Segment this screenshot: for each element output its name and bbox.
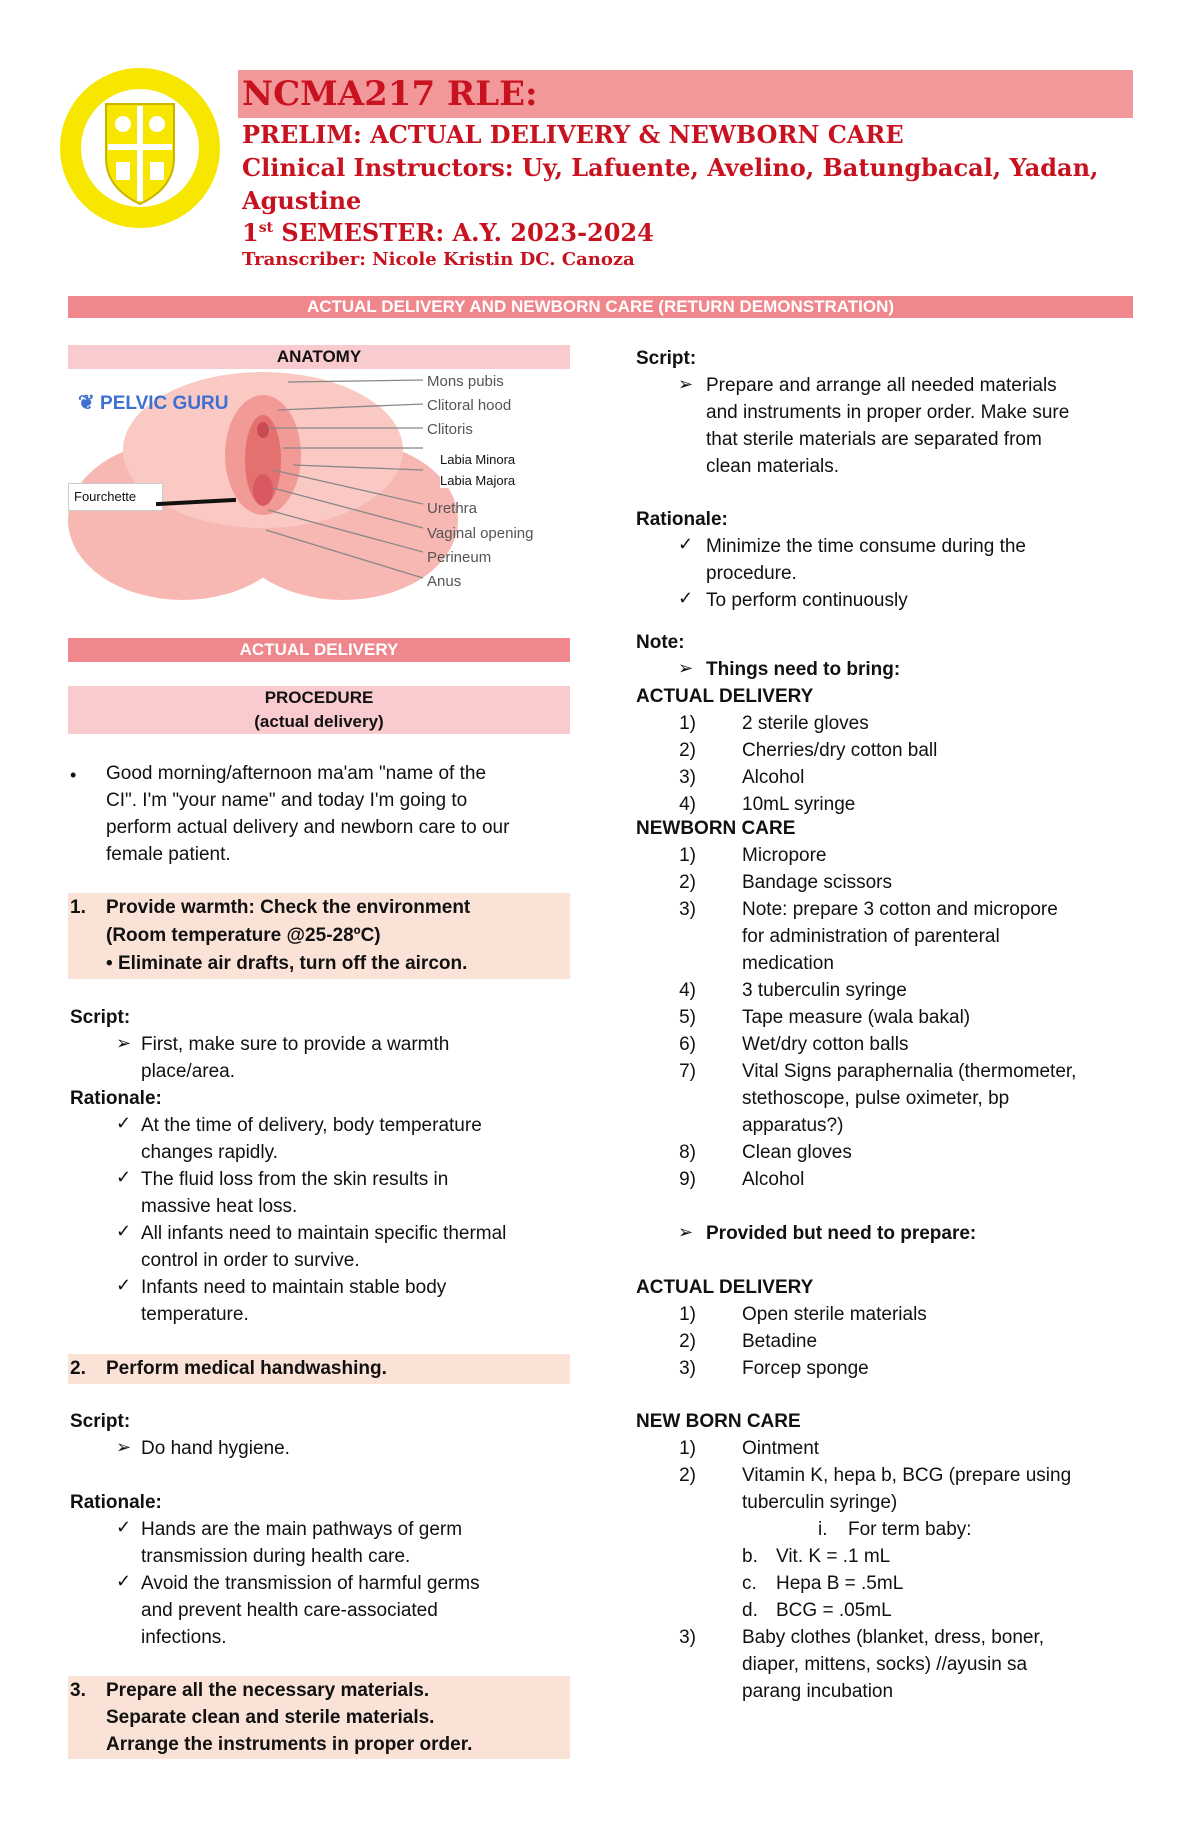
greeting-line: perform actual delivery and newborn care to our xyxy=(106,817,510,838)
list-number: 4) xyxy=(679,980,696,1001)
pelvis-icon: ❦ xyxy=(78,392,95,414)
list-number: 2) xyxy=(679,1331,696,1352)
list-number: 2) xyxy=(679,872,696,893)
rationale-text: At the time of delivery, body temperature xyxy=(141,1115,482,1136)
list-number: 3) xyxy=(679,899,696,920)
step3-title: Arrange the instruments in proper order. xyxy=(106,1734,473,1755)
list-number: 6) xyxy=(679,1034,696,1055)
list-item: Forcep sponge xyxy=(742,1358,869,1379)
step3-title: Separate clean and sterile materials. xyxy=(106,1707,435,1728)
dose-letter: c. xyxy=(742,1573,757,1594)
script-text: Prepare and arrange all needed materials xyxy=(706,375,1057,396)
step3-title: Prepare all the necessary materials. xyxy=(106,1680,430,1701)
actual-delivery-subheading: ACTUAL DELIVERY xyxy=(636,1277,814,1298)
list-number: 2) xyxy=(679,740,696,761)
rationale-text: All infants need to maintain specific thermal xyxy=(141,1223,507,1244)
dose-item: Hepa B = .5mL xyxy=(776,1573,904,1594)
list-number: 5) xyxy=(679,1007,696,1028)
rationale-text: control in order to survive. xyxy=(141,1250,360,1271)
dose-item: BCG = .05mL xyxy=(776,1600,892,1621)
list-item: Ointment xyxy=(742,1438,820,1459)
step1-title-cont: (Room temperature @25-28ºC) xyxy=(106,925,381,946)
step-number: 1. xyxy=(70,897,86,918)
procedure-heading: PROCEDURE xyxy=(264,688,374,707)
script-text: First, make sure to provide a warmth xyxy=(141,1034,450,1055)
label-anus: Anus xyxy=(427,573,462,590)
actual-delivery-heading: ACTUAL DELIVERY xyxy=(68,638,570,662)
script-text: and instruments in proper order. Make sure xyxy=(706,402,1070,423)
list-number: 3) xyxy=(679,1627,696,1648)
arrow-bullet-icon: ➢ xyxy=(116,1437,132,1457)
check-icon: ✓ xyxy=(116,1275,132,1295)
rationale-label: Rationale: xyxy=(70,1088,162,1109)
things-to-bring-label: Things need to bring: xyxy=(706,659,901,680)
list-item: Alcohol xyxy=(742,1169,805,1190)
anatomy-heading: ANATOMY xyxy=(68,345,570,369)
rationale-label: Rationale: xyxy=(636,509,728,530)
label-fourchette: Fourchette xyxy=(68,483,163,511)
greeting-line: CI". I'm "your name" and today I'm going to xyxy=(106,790,468,811)
bullet-icon: • xyxy=(106,953,118,974)
rationale-text: Minimize the time consume during the xyxy=(706,536,1026,557)
header-subtitle: PRELIM: ACTUAL DELIVERY & NEWBORN CARE xyxy=(242,120,904,149)
arrow-bullet-icon: ➢ xyxy=(116,1033,132,1053)
check-icon: ✓ xyxy=(116,1517,132,1537)
rationale-text: To perform continuously xyxy=(706,590,908,611)
rationale-text: The fluid loss from the skin results in xyxy=(141,1169,449,1190)
list-item: Betadine xyxy=(742,1331,818,1352)
list-item: parang incubation xyxy=(742,1681,894,1702)
list-item: Vitamin K, hepa b, BCG (prepare using xyxy=(742,1465,1072,1486)
list-number: 8) xyxy=(679,1142,696,1163)
script-text: that sterile materials are separated from xyxy=(706,429,1042,450)
term-baby-label: For term baby: xyxy=(848,1519,972,1540)
rationale-text: and prevent health care-associated xyxy=(141,1600,438,1621)
script-label: Script: xyxy=(70,1007,131,1028)
step1-bullet: • Eliminate air drafts, turn off the aircon. xyxy=(106,953,468,974)
label-urethra: Urethra xyxy=(427,500,478,517)
step-number: 2. xyxy=(70,1358,86,1379)
check-icon: ✓ xyxy=(116,1113,132,1133)
document-title-bar xyxy=(238,70,1133,118)
list-item: Micropore xyxy=(742,845,827,866)
check-icon: ✓ xyxy=(116,1571,132,1591)
document-title: NCMA217 RLE: xyxy=(242,74,538,114)
bullet-icon: • xyxy=(70,765,77,785)
rationale-text: massive heat loss. xyxy=(141,1196,298,1217)
note-label: Note: xyxy=(636,632,685,653)
list-number: 2) xyxy=(679,1465,696,1486)
list-number: 1) xyxy=(679,713,696,734)
rationale-text: transmission during health care. xyxy=(141,1546,411,1567)
script-text: Do hand hygiene. xyxy=(141,1438,290,1459)
header-semester: 1st SEMESTER: A.Y. 2023-2024 xyxy=(242,218,654,247)
arrow-bullet-icon: ➢ xyxy=(678,374,694,394)
arrow-bullet-icon: ➢ xyxy=(678,658,694,678)
list-item: tuberculin syringe) xyxy=(742,1492,898,1513)
rationale-text: infections. xyxy=(141,1627,227,1648)
list-item: apparatus?) xyxy=(742,1115,844,1136)
list-item: Tape measure (wala bakal) xyxy=(742,1007,971,1028)
header-transcriber: Transcriber: Nicole Kristin DC. Canoza xyxy=(242,249,635,270)
label-perineum: Perineum xyxy=(427,549,492,566)
list-item: Note: prepare 3 cotton and micropore xyxy=(742,899,1058,920)
script-text: place/area. xyxy=(141,1061,236,1082)
arrow-bullet-icon: ➢ xyxy=(678,1222,694,1242)
list-number: 4) xyxy=(679,794,696,815)
check-icon: ✓ xyxy=(678,588,694,608)
list-item: Baby clothes (blanket, dress, boner, xyxy=(742,1627,1045,1648)
header-instructors-cont: Agustine xyxy=(242,186,362,215)
rationale-text: Avoid the transmission of harmful germs xyxy=(141,1573,480,1594)
list-item: 2 sterile gloves xyxy=(742,713,869,734)
label-clitoral-hood: Clitoral hood xyxy=(427,397,512,414)
rationale-text: changes rapidly. xyxy=(141,1142,278,1163)
label-labia-majora: Labia Majora xyxy=(440,473,516,488)
dose-letter: d. xyxy=(742,1600,758,1621)
list-item: Cherries/dry cotton ball xyxy=(742,740,938,761)
step1-title: Provide warmth: Check the environment xyxy=(106,897,471,918)
rationale-text: procedure. xyxy=(706,563,797,584)
list-item: Vital Signs paraphernalia (thermometer, xyxy=(742,1061,1077,1082)
script-label: Script: xyxy=(636,348,697,369)
list-number: 9) xyxy=(679,1169,696,1190)
list-item: diaper, mittens, socks) //ayusin sa xyxy=(742,1654,1028,1675)
list-item: for administration of parenteral xyxy=(742,926,1000,947)
list-number: 3) xyxy=(679,1358,696,1379)
list-number: 1) xyxy=(679,1304,696,1325)
label-labia-minora: Labia Minora xyxy=(440,452,516,467)
list-item: 3 tuberculin syringe xyxy=(742,980,907,1001)
list-item: 10mL syringe xyxy=(742,794,856,815)
label-mons-pubis: Mons pubis xyxy=(427,373,504,390)
label-clitoris: Clitoris xyxy=(427,421,473,438)
university-seal xyxy=(58,66,223,231)
check-icon: ✓ xyxy=(116,1221,132,1241)
list-item: Open sterile materials xyxy=(742,1304,927,1325)
header-instructors: Clinical Instructors: Uy, Lafuente, Avelino, Batungbacal, Yadan, xyxy=(242,153,1099,182)
rationale-text: Hands are the main pathways of germ xyxy=(141,1519,463,1540)
pelvic-guru-logo: ❦ PELVIC GURU xyxy=(78,392,229,414)
list-number: 1) xyxy=(679,1438,696,1459)
script-label: Script: xyxy=(70,1411,131,1432)
procedure-subheading: (actual delivery) xyxy=(254,712,384,731)
list-number: 1) xyxy=(679,845,696,866)
rationale-label: Rationale: xyxy=(70,1492,162,1513)
check-icon: ✓ xyxy=(116,1167,132,1187)
list-item: medication xyxy=(742,953,834,974)
script-text: clean materials. xyxy=(706,456,840,477)
new-born-care-subheading: NEW BORN CARE xyxy=(636,1411,801,1432)
roman-number: i. xyxy=(818,1519,828,1540)
section-banner: ACTUAL DELIVERY AND NEWBORN CARE (RETURN DEMONSTRATION) xyxy=(68,296,1133,318)
list-item: stethoscope, pulse oximeter, bp xyxy=(742,1088,1010,1109)
greeting-line: female patient. xyxy=(106,844,231,865)
check-icon: ✓ xyxy=(678,534,694,554)
label-vaginal-opening: Vaginal opening xyxy=(427,525,534,542)
list-number: 3) xyxy=(679,767,696,788)
dose-letter: b. xyxy=(742,1546,758,1567)
dose-item: Vit. K = .1 mL xyxy=(776,1546,891,1567)
actual-delivery-subheading: ACTUAL DELIVERY xyxy=(636,686,814,707)
list-number: 7) xyxy=(679,1061,696,1082)
step-number: 3. xyxy=(70,1680,86,1701)
provided-label: Provided but need to prepare: xyxy=(706,1223,977,1244)
rationale-text: Infants need to maintain stable body xyxy=(141,1277,447,1298)
list-item: Alcohol xyxy=(742,767,805,788)
list-item: Wet/dry cotton balls xyxy=(742,1034,909,1055)
newborn-care-subheading: NEWBORN CARE xyxy=(636,818,796,839)
step2-title: Perform medical handwashing. xyxy=(106,1358,387,1379)
rationale-text: temperature. xyxy=(141,1304,249,1325)
greeting-line: Good morning/afternoon ma'am "name of the xyxy=(106,763,487,784)
list-item: Bandage scissors xyxy=(742,872,892,893)
list-item: Clean gloves xyxy=(742,1142,852,1163)
